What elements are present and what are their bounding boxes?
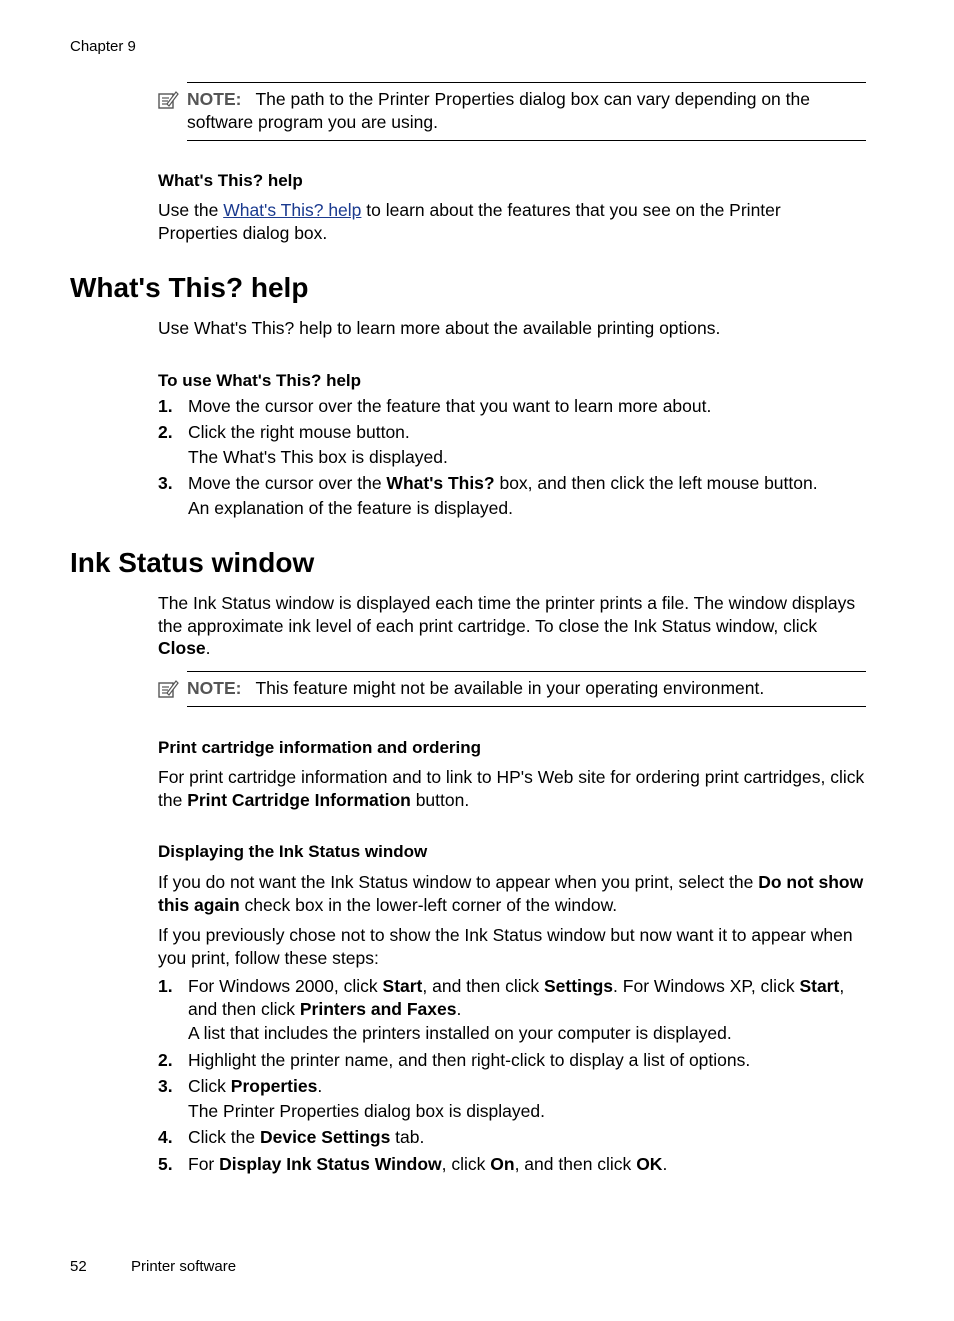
paragraph xyxy=(158,592,868,660)
note-icon xyxy=(157,678,179,700)
step-number: 1. xyxy=(158,396,173,416)
paragraph: Use What's This? help to learn more about the available printing options. xyxy=(158,318,721,338)
step-result: The What's This box is displayed. xyxy=(188,446,448,467)
step-text xyxy=(188,421,878,468)
ui-term: Start xyxy=(799,976,840,996)
step-number: 2. xyxy=(158,422,173,442)
note-box xyxy=(187,82,866,141)
note-icon xyxy=(157,89,179,111)
page-number: 52 xyxy=(70,1258,87,1275)
text: , and then click xyxy=(422,976,544,996)
note-box xyxy=(187,671,866,707)
step-text xyxy=(188,472,878,519)
text: , click xyxy=(441,1154,491,1174)
section-title: Ink Status window xyxy=(70,547,315,578)
ui-term: Printers and Faxes xyxy=(299,998,457,1019)
ui-term: OK xyxy=(636,1154,663,1174)
step-text xyxy=(188,975,878,1045)
note-text: This feature might not be available in your operating environment. xyxy=(255,678,765,698)
paragraph xyxy=(158,871,868,916)
text: . For Windows XP, click xyxy=(613,976,800,996)
text: , and then click xyxy=(188,976,845,1019)
ui-term: Settings xyxy=(544,976,614,996)
text: For print cartridge information and to link to HP's Web site for ordering print cartridges, click the xyxy=(158,767,865,810)
step-text xyxy=(188,1126,878,1149)
ui-term: What's This? xyxy=(386,473,495,493)
text: If you do not want the Ink Status window to appear when you print, select the xyxy=(158,872,759,892)
text: tab. xyxy=(390,1127,425,1147)
step-number: 4. xyxy=(158,1127,173,1147)
text: check box in the lower-left corner of the window. xyxy=(239,894,618,915)
chapter-header: Chapter 9 xyxy=(70,38,136,55)
text: Use the xyxy=(158,200,224,220)
text: . xyxy=(456,998,462,1019)
ui-term: Close xyxy=(158,638,206,658)
text: The Ink Status window is displayed each time the printer prints a file. The window displays the approximate ink level of each print cartridge. To close the Ink Status window, click xyxy=(158,593,856,636)
step-result: The Printer Properties dialog box is displayed. xyxy=(188,1100,545,1121)
text: Move the cursor over the xyxy=(188,473,387,493)
text: . xyxy=(662,1154,668,1174)
subsection-heading: Displaying the Ink Status window xyxy=(158,842,428,861)
text: , and then click xyxy=(514,1154,637,1174)
text: For Windows 2000, click xyxy=(188,976,383,996)
step-result: An explanation of the feature is displayed. xyxy=(188,497,513,518)
text: For xyxy=(188,1154,220,1174)
footer-title: Printer software xyxy=(131,1258,237,1275)
ui-term: Device Settings xyxy=(259,1127,391,1147)
note-label: NOTE: xyxy=(187,89,242,109)
step-text xyxy=(188,1075,878,1122)
ui-term: Print Cartridge Information xyxy=(187,789,411,810)
ui-term: On xyxy=(490,1154,515,1174)
step-number: 5. xyxy=(158,1154,173,1174)
text: button. xyxy=(410,789,470,810)
step-text xyxy=(188,1153,878,1176)
text: box, and then click the left mouse button. xyxy=(494,473,818,493)
text: Click the xyxy=(188,1127,260,1147)
step-result: A list that includes the printers installed on your computer is displayed. xyxy=(188,1023,732,1043)
ui-term: Do not show this again xyxy=(158,872,864,915)
note-label: NOTE: xyxy=(187,678,242,698)
step-text: Move the cursor over the feature that you want to learn more about. xyxy=(188,396,712,416)
subsection-heading: Print cartridge information and ordering xyxy=(158,738,482,757)
text: . xyxy=(205,638,211,658)
step-number: 3. xyxy=(158,473,173,493)
ui-term: Properties xyxy=(230,1076,318,1096)
paragraph xyxy=(158,766,868,811)
step-number: 1. xyxy=(158,976,173,996)
note-text: The path to the Printer Properties dialog box can vary depending on the software program you are using. xyxy=(187,89,810,132)
paragraph xyxy=(158,199,858,244)
step-text: Click the right mouse button. xyxy=(188,422,410,442)
text: to learn about the features that you see on the Printer Properties dialog box. xyxy=(158,200,781,243)
section-title: What's This? help xyxy=(70,272,309,303)
paragraph: If you previously chose not to show the Ink Status window but now want it to appear when you print, follow these steps: xyxy=(158,925,853,968)
ui-term: Display Ink Status Window xyxy=(219,1154,442,1174)
step-number: 2. xyxy=(158,1050,173,1070)
step-text: Highlight the printer name, and then right-click to display a list of options. xyxy=(188,1050,751,1070)
text: Click xyxy=(188,1076,231,1096)
whats-this-help-link[interactable]: What's This? help xyxy=(223,200,362,220)
subsection-heading: To use What's This? help xyxy=(158,371,362,390)
step-number: 3. xyxy=(158,1076,173,1096)
text: . xyxy=(317,1076,323,1096)
subsection-heading: What's This? help xyxy=(158,171,303,190)
ui-term: Start xyxy=(382,976,423,996)
